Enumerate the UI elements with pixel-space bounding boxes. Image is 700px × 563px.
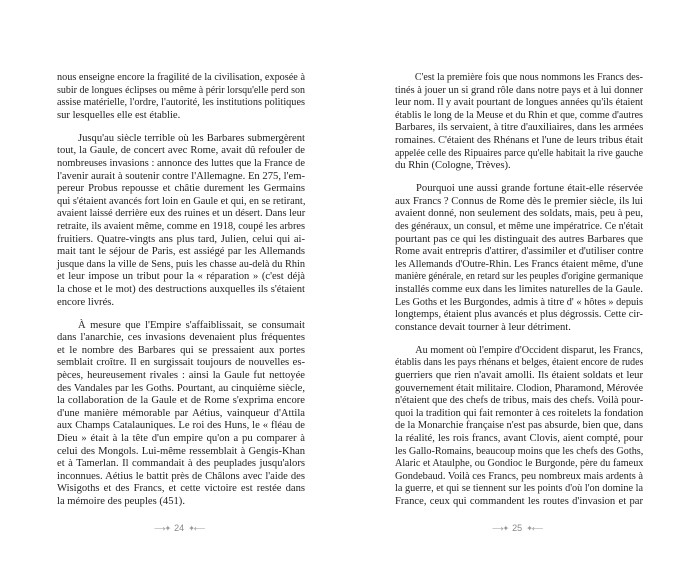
text-line: Dieu » était à la tête d'un empire qu'on a pu comparer à	[57, 433, 305, 445]
text-line: Pourquoi une aussi grande fortune était-elle réservée	[416, 183, 643, 195]
ornament-left-icon: ⟶✦	[492, 523, 509, 533]
text-line: tout, la Gaule, de concert avec Rome, avait dû refouler de	[57, 145, 305, 157]
text-line: quoi la tradition qui fait remonter à ces roitelets la fondation	[395, 407, 644, 419]
left-page-text	[57, 72, 305, 519]
text-line: du Rhin (Cologne, Trèves).	[395, 160, 511, 172]
right-page-number	[492, 523, 542, 533]
text-line: Gondebaud. Voilà ces Francs, peu nombreux mais ardents à	[395, 470, 643, 482]
text-line: constance devait tourner à leur détriment.	[395, 321, 571, 333]
text-line: mait tant le séjour de Paris, est assiégé par les Allemands	[57, 246, 305, 258]
text-line: les Gallo-Romains, beaucoup moins que les chefs des Goths,	[395, 445, 644, 457]
paragraph	[395, 345, 643, 509]
text-line: Alaric et Ataulphe, ou Gondioc le Burgonde, père du fameux	[395, 458, 644, 470]
text-line: sur lesquelles elle est établie.	[57, 109, 181, 121]
text-line: et le nombre des Barbares qui se pressaient aux portes	[57, 344, 305, 356]
paragraph	[57, 133, 305, 309]
text-line: retraite, ils avaient même, comme en 1918, coupé les arbres	[57, 221, 305, 233]
text-line: la guerre, et qui se tiennent sur les points d'où l'on domine la	[395, 483, 643, 495]
text-line: Rome avait entrepris d'attirer, d'assimiler et d'utiliser contre	[395, 246, 644, 258]
text-line: aux Francs ? Connus de Rome dès le premier siècle, ils lui	[395, 195, 643, 207]
text-line: la collaboration de la Gaule et de Rome s'exprima encore	[57, 395, 305, 407]
text-line: nous enseigne encore la fragilité de la civilisation, exposée à	[57, 72, 305, 83]
text-line: Au moment où l'empire d'Occident disparut, les Francs,	[415, 344, 643, 356]
text-line: pèces, heureusement rivales : ainsi la Gaule fut nettoyée	[57, 370, 305, 382]
text-line: avaient laissé derrière eux des ruines et un désert. Dans leur	[57, 208, 306, 220]
text-line: À mesure que l'Empire s'affaiblissait, se consumait	[78, 319, 305, 331]
text-line: Jusqu'au siècle terrible où les Barbares submergèrent	[78, 132, 305, 144]
text-line: installés comme eux dans les limites naturelles de la Gaule.	[395, 284, 643, 295]
text-line: manière générale, en retard sur les peuples d'origine germanique	[395, 271, 643, 283]
text-line: assise matérielle, l'ordre, l'autorité, les institutions politiques	[57, 97, 305, 109]
left-page-number	[154, 523, 204, 533]
text-line: gouvernement était militaire. Clodion, Pharamond, Mérovée	[395, 382, 643, 394]
text-line: celui des Mongols. Lui-même ressemblait à Gengis-Khan	[57, 445, 305, 457]
text-line: appelée celle des Ripuaires parce qu'elle habitait la rive gauche	[395, 147, 643, 159]
text-line: pourtant pas ce qui les distinguait des autres Barbares que	[395, 233, 643, 245]
text-line: la réalité, les rois francs, avant Clovis, aient compté, pour	[395, 433, 643, 445]
text-line: d'une manière mémorable par Aétius, vainqueur d'Attila	[57, 407, 305, 419]
text-line: dans l'anarchie, ces invasions devenaient plus fréquentes	[57, 332, 305, 344]
text-line: et leur impose un tribut pour la « réparation » (c'est déjà	[57, 271, 305, 283]
text-line: la mémoire des peuples (451).	[57, 496, 185, 507]
text-line: leur nom. Il y avait pourtant de longues années qu'ils étaient	[395, 97, 643, 109]
text-line: nombreuses invasions : annonce des luttes que la France de	[57, 158, 305, 170]
text-line: des généraux, un consul, et même une impératrice. Ce n'était	[395, 221, 644, 233]
right-page-text	[395, 72, 643, 519]
paragraph	[57, 320, 305, 509]
text-line: fruitiers. Quatre-vingts ans plus tard, Julien, celui qui ai-	[57, 233, 305, 245]
text-line: longtemps, étaient plus avancés et plus dégrossis. Cette cir-	[395, 309, 643, 321]
text-line: subir de longues éclipses ou même à périr lorsqu'elle perd son	[57, 84, 305, 96]
text-line: pereur Probus repousse et châtie durement les Germains	[57, 183, 305, 195]
text-line: romaines. C'étaient des Rhénans et l'une de leurs tribus était	[395, 134, 643, 146]
text-line: C'est la première fois que nous nommons les Francs des-	[414, 72, 643, 83]
text-line: les Allemands d'Outre-Rhin. Les Francs étaient même, d'une	[395, 258, 643, 270]
text-line: établis dans les pays rhénans et belges, étaient encore de rudes	[395, 357, 644, 369]
page-number-label: 25	[512, 523, 523, 533]
text-line: n'étaient que des chefs de tribus, mais des chefs. Voilà pour-	[395, 395, 644, 407]
ornament-right-icon: ✦⟵	[188, 523, 205, 533]
text-line: Les Goths et les Burgondes, admis à titre d' « hôtes » depuis	[395, 296, 644, 308]
text-line: aux Champs Catalauniques. Le roi des Huns, le « fléau de	[57, 420, 305, 432]
text-line: Wisigoths et des Francs, et cette victoire est restée dans	[57, 483, 305, 495]
paragraph	[57, 72, 305, 122]
text-line: France, ceux qui commandent les routes d'invasion et par	[395, 496, 643, 507]
paragraph	[395, 183, 643, 334]
ornament-right-icon: ✦⟵	[526, 523, 543, 533]
text-line: inconnues. Aétius le battit près de Châlons avec l'aide des	[57, 470, 305, 482]
text-line: l'avenir aurait à soutenir contre l'Allemagne. En 275, l'em-	[57, 170, 305, 182]
text-line: avaient donné, non seulement des soldats, mais, peu à peu,	[395, 208, 643, 220]
text-line: semblait croître. Il en surgissait toujours de nouvelles es-	[57, 357, 305, 369]
page-number-label: 24	[174, 523, 185, 533]
text-line: Barbares, ils servaient, à titre d'auxiliaires, dans les armées	[395, 122, 644, 134]
text-line: qui s'étaient avancés fort loin en Gaule et qui, en se retirant,	[57, 195, 306, 207]
ornament-left-icon: ⟶✦	[154, 523, 171, 533]
text-line: la chose et le mot) des destructions auxquelles ils s'étaient	[57, 284, 305, 295]
text-line: établis le long de la Meuse et du Rhin et que, comme d'autres	[395, 109, 643, 121]
text-line: de la Monarchie française n'est pas absurde, bien que, dans	[395, 420, 643, 432]
text-line: et à Tamerlan. Il commandait à des peuplades jusqu'alors	[57, 458, 305, 470]
paragraph	[395, 72, 643, 173]
text-line: encore livrés.	[57, 296, 115, 308]
text-line: tinés à jouer un si grand rôle dans notre pays et à lui donner	[395, 84, 643, 96]
text-line: jusque dans la ville de Sens, puis les chasse au-delà du Rhin	[57, 258, 305, 270]
text-line: guerriers que rien n'avait amolli. Ils étaient soldats et leur	[395, 370, 643, 382]
text-line: des Vandales par les Goths. Pourtant, au cinquième siècle,	[57, 382, 305, 394]
